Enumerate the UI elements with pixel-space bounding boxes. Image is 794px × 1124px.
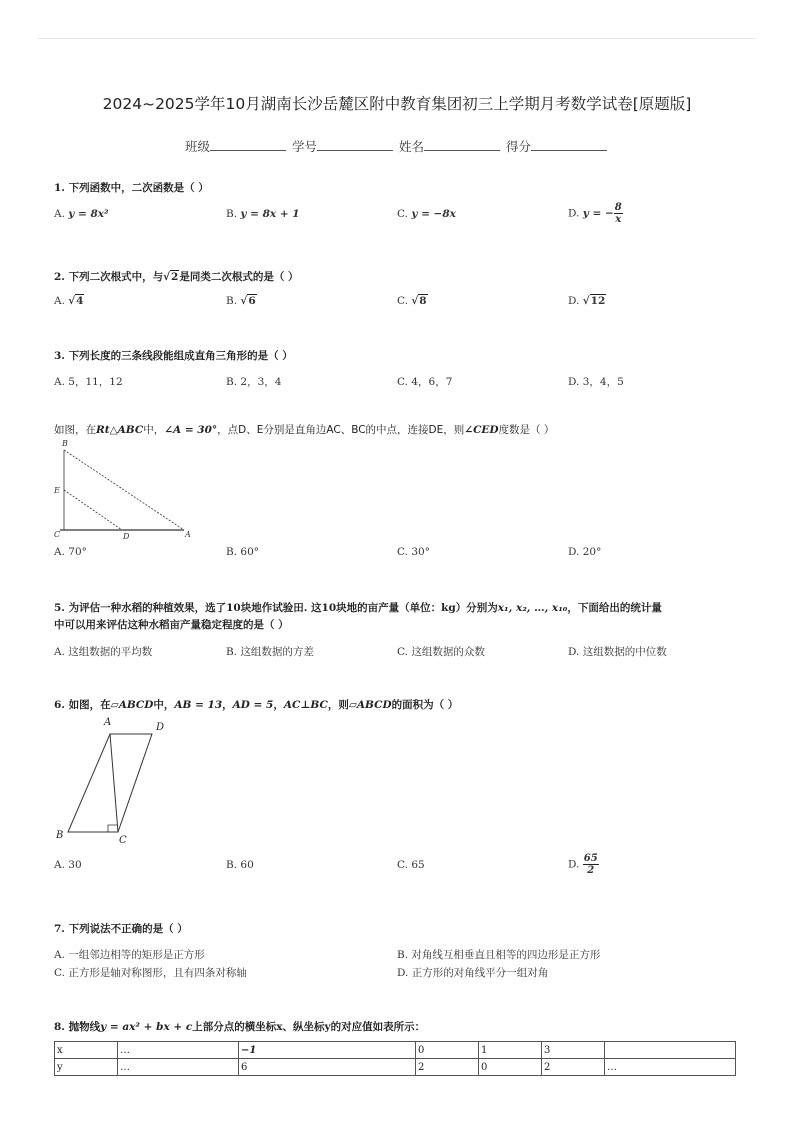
q4-label-d: D xyxy=(123,532,130,540)
page-title: 2024~2025学年10月湖南长沙岳麓区附中教育集团初三上学期月考数学试卷[原题版] xyxy=(102,95,692,113)
q4-label-c: C xyxy=(54,530,61,539)
table-cell: x xyxy=(55,1042,118,1059)
table-cell: 0 xyxy=(479,1059,542,1076)
q1-d-label: D. xyxy=(568,207,580,220)
q2-d-label: D. xyxy=(568,295,580,307)
table-row-x xyxy=(55,1042,736,1059)
table-cell: 0 xyxy=(416,1042,479,1059)
q2-c-radicand: 8 xyxy=(419,295,427,307)
q4-stem-angle: ∠A = 30° xyxy=(164,424,218,436)
q4-stem-post: ，点D、E分别是直角边AC、BC的中点，连接DE，则 xyxy=(217,424,465,436)
q4-option-a[interactable]: A. 70° xyxy=(54,546,87,558)
q4-option-c[interactable]: C. 30° xyxy=(397,546,430,558)
q5-option-a[interactable]: A. 这组数据的平均数 xyxy=(54,646,153,658)
q5-stem-line1 xyxy=(54,600,662,615)
table-cell: 2 xyxy=(542,1059,605,1076)
q5-line1-pre: 5. 为评估一种水稻的种植效果，选了10块地作试验田. 这10块地的亩产量（单位：kg）分别为 xyxy=(54,602,498,614)
q4-segment-de xyxy=(64,490,122,530)
q1-c-expr: y = −8x xyxy=(411,208,456,220)
q4-label-e: E xyxy=(54,486,60,495)
q2-option-d[interactable] xyxy=(568,295,606,307)
q6-diagonal-ac xyxy=(110,734,118,832)
q4-triangle-figure xyxy=(52,436,202,540)
q6-right-angle-mark xyxy=(108,825,117,832)
table-cell: y xyxy=(55,1059,118,1076)
q4-option-b[interactable]: B. 60° xyxy=(226,546,260,558)
q1-option-a[interactable] xyxy=(54,208,109,220)
q2-c-label: C. xyxy=(397,295,408,307)
q3-option-b[interactable]: B. 2，3，4 xyxy=(226,376,282,388)
q4-stem xyxy=(54,422,554,437)
q5-stem-line2: 中可以用来评估这种水稻亩产量稳定程度的是（ ） xyxy=(54,619,289,631)
q2-a-label: A. xyxy=(54,295,65,307)
q7-option-d[interactable]: D. 正方形的对角线平分一组对角 xyxy=(397,967,549,979)
q6-stem-parallelogram: ▱ABCD xyxy=(110,699,154,711)
q2-stem-pre: 2. 下列二次根式中，与 xyxy=(54,271,164,283)
class-blank[interactable] xyxy=(210,138,286,151)
q2-d-sqrt: √12 xyxy=(582,295,606,307)
q5-line1-post: ，下面给出的统计量 xyxy=(567,602,662,614)
q5-option-b[interactable]: B. 这组数据的方差 xyxy=(226,646,314,658)
q6-parallelogram-figure xyxy=(52,712,182,848)
score-blank[interactable] xyxy=(531,138,607,151)
q6-stem-ab: AB = 13 xyxy=(174,699,223,711)
q2-c-sqrt: √8 xyxy=(411,295,427,307)
q6-stem-then: ，则 xyxy=(327,699,349,711)
q6-option-b[interactable]: B. 60 xyxy=(226,859,254,871)
q2-d-radicand: 12 xyxy=(590,295,606,307)
q7-option-a[interactable]: A. 一组邻边相等的矩形是正方形 xyxy=(54,949,205,961)
q2-b-radicand: 6 xyxy=(248,295,256,307)
q1-b-expr: y = 8x + 1 xyxy=(240,208,300,220)
q6-stem-pre: 6. 如图，在 xyxy=(54,699,111,711)
q6-label-a: A xyxy=(104,717,112,728)
top-divider xyxy=(38,38,756,39)
q1-stem: 1. 下列函数中，二次函数是（ ） xyxy=(54,182,209,194)
q2-b-label: B. xyxy=(226,295,238,307)
class-label: 班级 xyxy=(184,139,210,154)
q8-value-table xyxy=(54,1041,736,1076)
q7-stem: 7. 下列说法不正确的是（ ） xyxy=(54,923,188,935)
q6-option-a[interactable]: A. 30 xyxy=(54,859,82,871)
table-cell: −1 xyxy=(239,1042,416,1059)
q1-a-expr: y = 8x² xyxy=(68,208,109,220)
q5-option-c[interactable]: C. 这组数据的众数 xyxy=(397,646,485,658)
q6-d-denominator: 2 xyxy=(587,865,595,876)
q1-d-fraction xyxy=(614,202,623,225)
name-label: 姓名 xyxy=(398,139,424,154)
q1-option-c[interactable] xyxy=(397,208,456,220)
q4-stem-pre: 如图，在 xyxy=(54,424,96,436)
q4-side-ab xyxy=(64,450,184,530)
q4-stem-triangle: Rt△ABC xyxy=(96,424,144,436)
q2-option-a[interactable] xyxy=(54,295,84,307)
q3-option-c[interactable]: C. 4，6，7 xyxy=(397,376,453,388)
number-blank[interactable] xyxy=(317,138,393,151)
q6-d-numerator: 65 xyxy=(583,853,598,864)
q6-stem-end: 的面积为（ ） xyxy=(391,699,459,711)
q1-d-denominator: x xyxy=(615,214,622,225)
q2-a-sqrt: √4 xyxy=(68,295,84,307)
q8-stem xyxy=(54,1019,425,1034)
number-label: 学号 xyxy=(291,139,317,154)
q4-stem-end: 度数是（ ） xyxy=(498,424,555,436)
q8-stem-equation: y = ax² + bx + c xyxy=(100,1021,193,1033)
table-cell: 2 xyxy=(416,1059,479,1076)
q2-stem-post: 是同类二次根式的是（ ） xyxy=(179,271,299,283)
q1-option-b[interactable] xyxy=(226,208,300,220)
table-cell xyxy=(605,1042,736,1059)
q6-option-d[interactable] xyxy=(568,853,599,876)
q4-stem-ask: ∠CED xyxy=(464,424,499,436)
q6-parallelogram-abcd xyxy=(68,734,152,832)
table-cell: … xyxy=(118,1059,239,1076)
q2-option-b[interactable] xyxy=(226,295,257,307)
q2-stem-radicand: 2 xyxy=(171,271,179,283)
table-cell: 6 xyxy=(239,1059,416,1076)
table-cell: … xyxy=(118,1042,239,1059)
q2-stem-sqrt: √2 xyxy=(163,271,179,283)
q8-stem-post: 上部分点的横坐标x、纵坐标y的对应值如表所示： xyxy=(192,1021,426,1033)
q7-option-c[interactable]: C. 正方形是轴对称图形，且有四条对称轴 xyxy=(54,967,247,979)
table-row-y xyxy=(55,1059,736,1076)
q7-option-b[interactable]: B. 对角线互相垂直且相等的四边形是正方形 xyxy=(397,949,601,961)
q2-b-sqrt: √6 xyxy=(240,295,256,307)
q6-stem-parallelogram-2: ▱ABCD xyxy=(348,699,392,711)
q6-label-b: B xyxy=(56,830,64,841)
q8-stem-pre: 8. 抛物线 xyxy=(54,1021,101,1033)
q6-stem-ad: AD = 5 xyxy=(232,699,274,711)
q4-label-b: B xyxy=(62,439,68,448)
table-cell: … xyxy=(605,1059,736,1076)
q1-a-label: A. xyxy=(54,208,65,220)
table-cell: 3 xyxy=(542,1042,605,1059)
q5-line1-vars: x₁, x₂, …, x₁₀ xyxy=(497,602,568,614)
q3-stem: 3. 下列长度的三条线段能组成直角三角形的是（ ） xyxy=(54,350,293,362)
q5-option-d[interactable]: D. 这组数据的中位数 xyxy=(568,646,667,658)
q3-option-d[interactable]: D. 3，4，5 xyxy=(568,376,624,388)
q6-d-fraction xyxy=(583,853,599,876)
table-cell: 1 xyxy=(479,1042,542,1059)
q4-label-a: A xyxy=(185,530,191,539)
q2-a-radicand: 4 xyxy=(76,295,84,307)
q6-label-d: D xyxy=(156,722,165,733)
q1-d-expr: y = − xyxy=(582,207,614,220)
q1-d-numerator: 8 xyxy=(614,202,622,213)
q6-stem-perp: AC⊥BC xyxy=(283,699,328,711)
q4-option-d[interactable]: D. 20° xyxy=(568,546,602,558)
q6-label-c: C xyxy=(119,835,127,846)
q2-stem xyxy=(54,269,299,284)
q6-d-label: D. xyxy=(568,858,580,871)
q3-option-a[interactable]: A. 5，11，12 xyxy=(54,376,123,388)
q1-b-label: B. xyxy=(226,208,238,220)
q2-option-c[interactable] xyxy=(397,295,428,307)
q1-c-label: C. xyxy=(397,208,408,220)
q6-option-c[interactable]: C. 65 xyxy=(397,859,425,871)
q4-stem-mid: 中， xyxy=(143,424,165,436)
q1-option-d[interactable] xyxy=(568,202,623,225)
q6-stem-mid: 中， xyxy=(153,699,175,711)
student-info-line xyxy=(0,137,794,155)
q6-stem: 6. 如图，在▱ABCD中，AB = 13，AD = 5，AC⊥BC，则▱ABCD的面积为（ ） xyxy=(54,699,459,711)
score-label: 得分 xyxy=(505,139,531,154)
name-blank[interactable] xyxy=(424,138,500,151)
